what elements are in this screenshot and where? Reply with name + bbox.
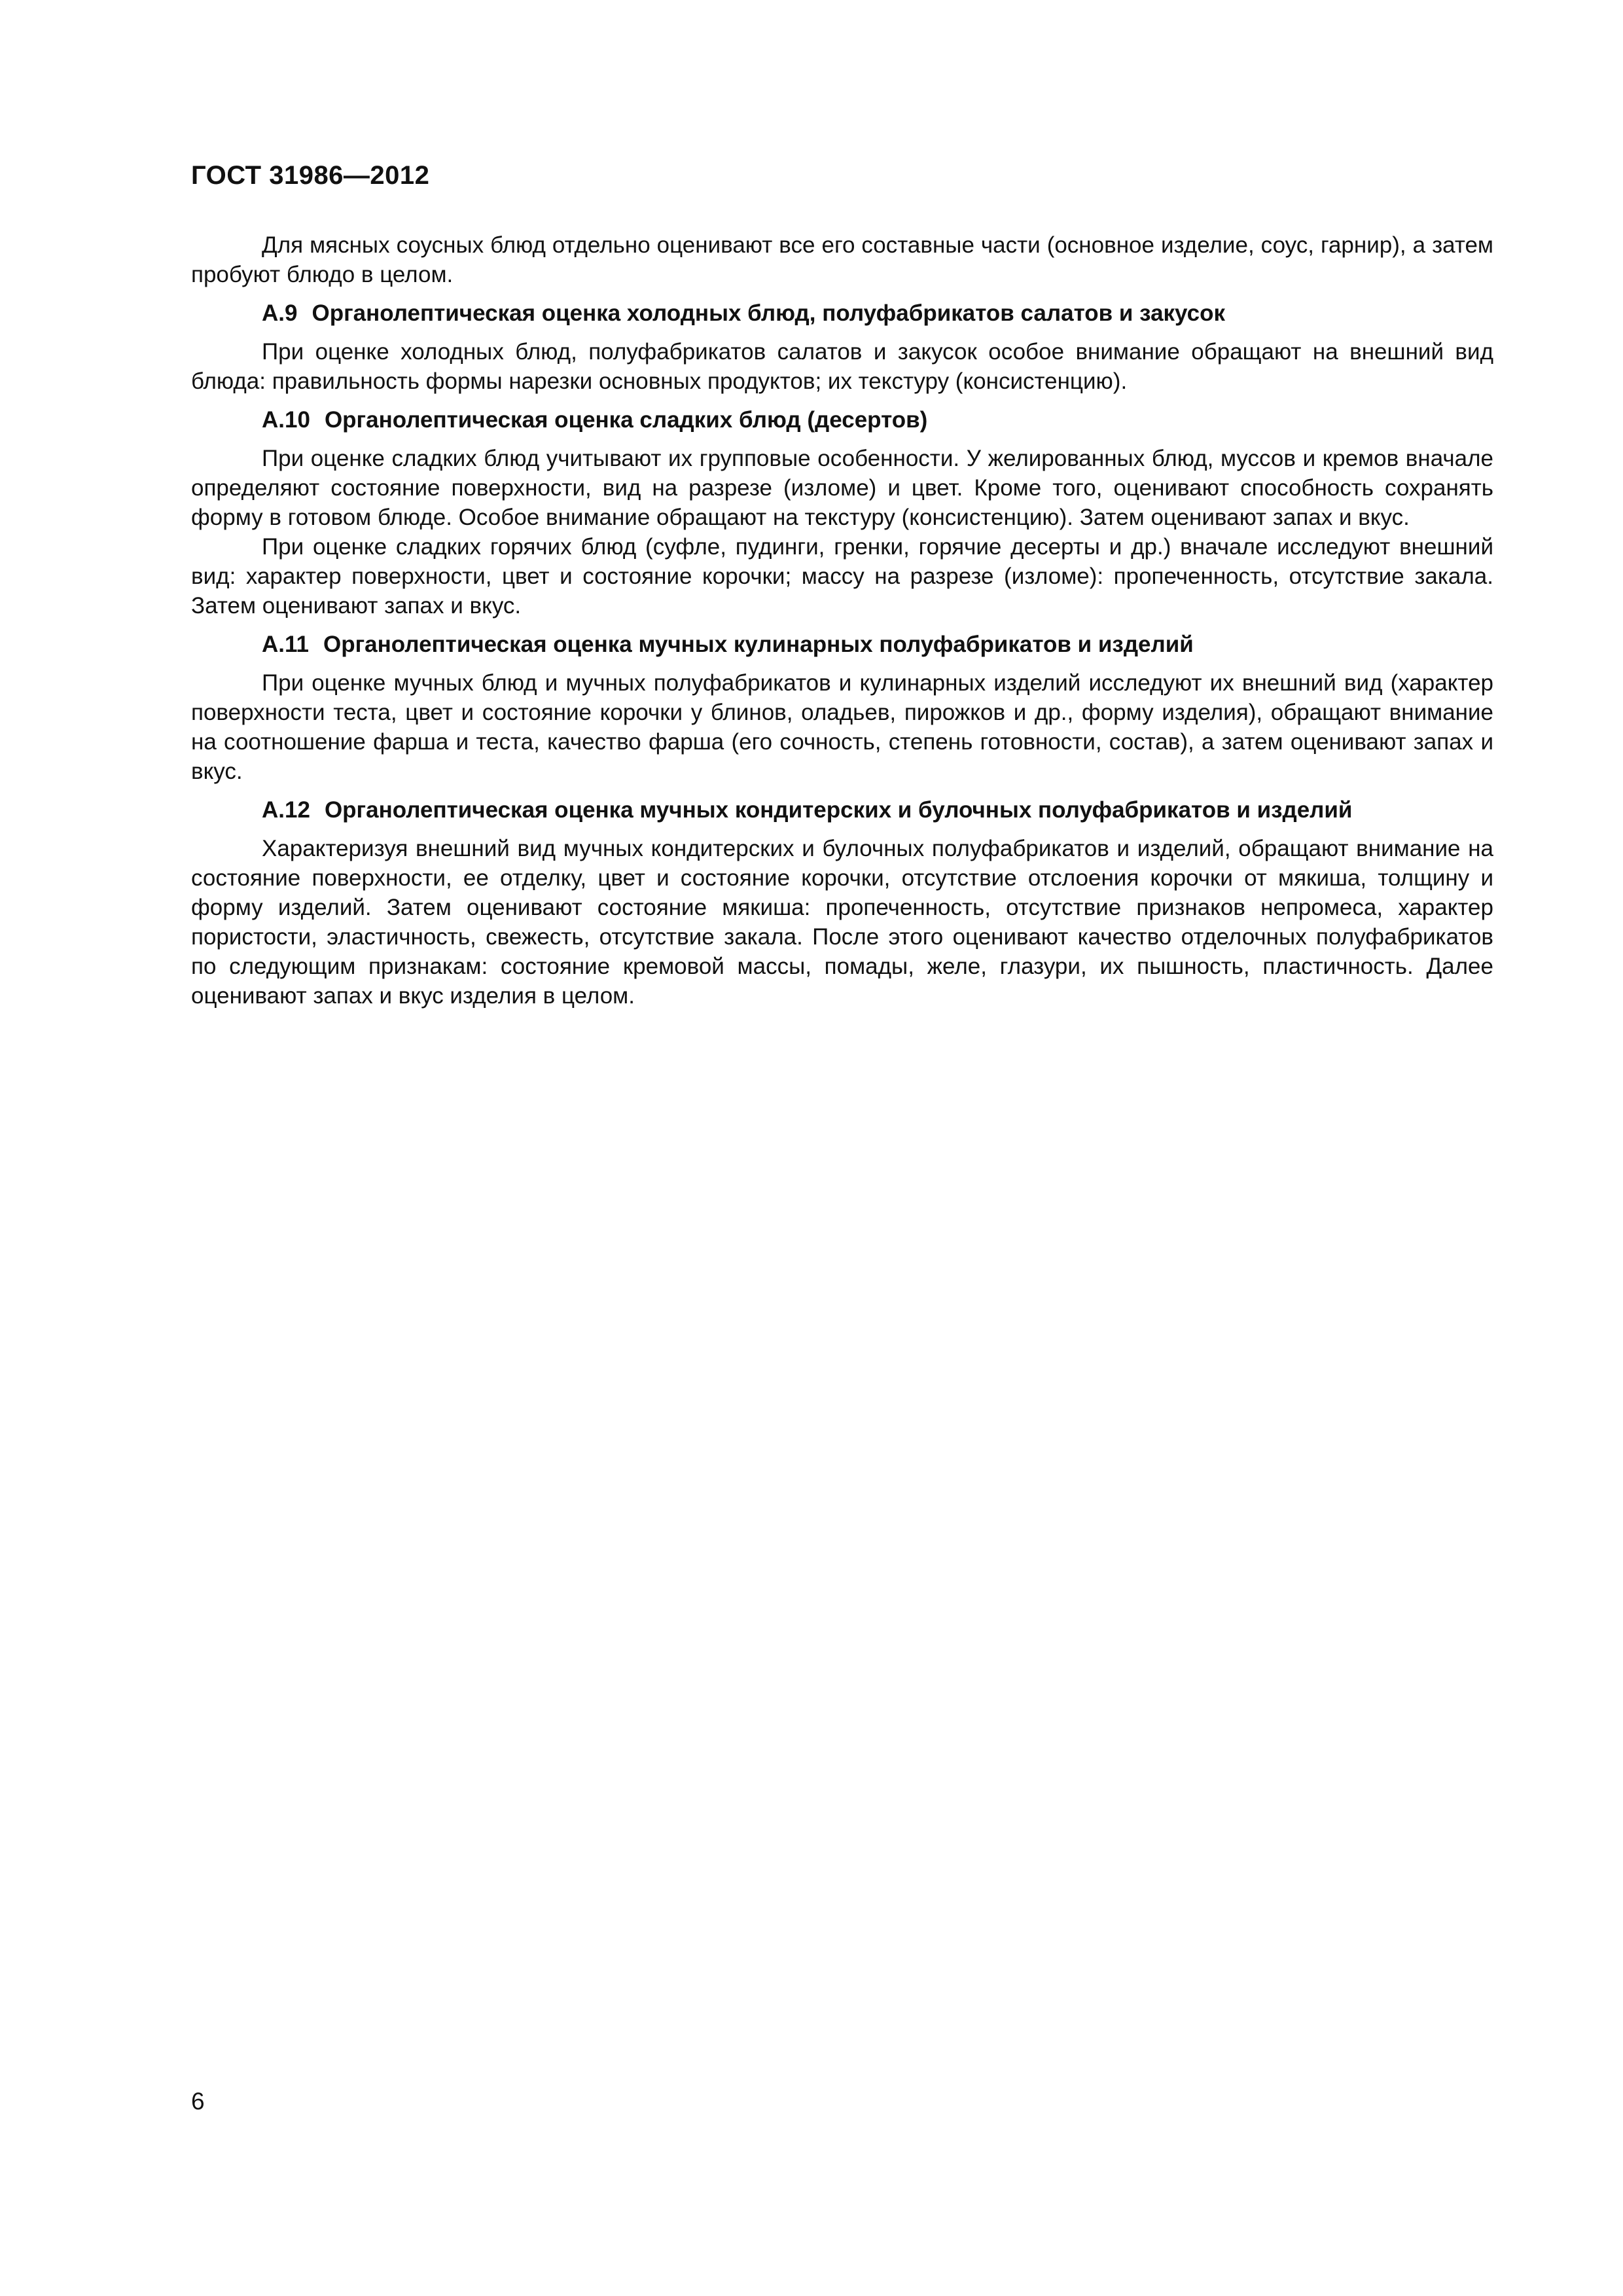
page-number: 6 (191, 2088, 205, 2115)
intro-paragraph: Для мясных соусных блюд отдельно оценивают все его составные части (основное изделие, соус, гарнир), а затем пробуют блюдо в целом. (191, 232, 1493, 287)
section-heading-a9 (191, 298, 1493, 328)
section-heading-a11 (191, 630, 1493, 659)
section-title: Органолептическая оценка мучных кондитерских и булочных полуфабрикатов и изделий (324, 797, 1353, 823)
section-number: А.11 (262, 632, 309, 657)
section-number: А.12 (262, 797, 310, 823)
section-a10-paragraph-1: При оценке сладких блюд учитывают их групповые особенности. У желированных блюд, муссов и кремов вначале определяют состояние поверхности, вид на разрезе (изломе) и цвет. Кроме того, оценивают способность сохранять форму в готовом блюде. Особое внимание обращают на текстуру (консистенцию). Затем оценивают запах и вкус. (191, 446, 1493, 530)
section-number: А.10 (262, 407, 310, 433)
section-a10-paragraph-2: При оценке сладких горячих блюд (суфле, пудинги, гренки, горячие десерты и др.) вначале исследуют внешний вид: характер поверхности, цвет и состояние корочки; массу на разрезе (изломе): пропеченность, отсутствие закала. Затем оценивают запах и вкус. (191, 534, 1493, 619)
section-title: Органолептическая оценка мучных кулинарных полуфабрикатов и изделий (323, 632, 1194, 657)
section-title: Органолептическая оценка холодных блюд, полуфабрикатов салатов и закусок (312, 300, 1226, 326)
section-number: А.9 (262, 300, 298, 326)
section-a12-paragraph-1: Характеризуя внешний вид мучных кондитерских и булочных полуфабрикатов и изделий, обращают внимание на состояние поверхности, ее отделку, цвет и состояние корочки, отсутствие отслоения корочки от мякиша, толщину и форму изделий. Затем оценивают состояние мякиша: пропеченность, отсутствие признаков непромеса, характер пористости, эластичность, свежесть, отсутствие закала. После этого оценивают качество отделочных полуфабрикатов по следующим признакам: состояние кремовой массы, помады, желе, глазури, их пышность, пластичность. Далее оценивают запах и вкус изделия в целом. (191, 836, 1493, 1009)
section-heading-a10 (191, 405, 1493, 435)
section-a9-paragraph-1: При оценке холодных блюд, полуфабрикатов салатов и закусок особое внимание обращают на внешний вид блюда: правильность формы нарезки основных продуктов; их текстуру (консистенцию). (191, 339, 1493, 394)
section-a11-paragraph-1: При оценке мучных блюд и мучных полуфабрикатов и кулинарных изделий исследуют их внешний вид (характер поверхности теста, цвет и состояние корочки у блинов, оладьев, пирожков и др., форму изделия), обращают внимание на соотношение фарша и теста, качество фарша (его сочность, степень готовности, состав), а затем оценивают запах и вкус. (191, 670, 1493, 784)
section-heading-a12 (191, 795, 1493, 825)
document-code-header: ГОСТ 31986—2012 (191, 161, 430, 190)
document-body (191, 230, 1493, 1011)
section-title: Органолептическая оценка сладких блюд (десертов) (324, 407, 928, 433)
